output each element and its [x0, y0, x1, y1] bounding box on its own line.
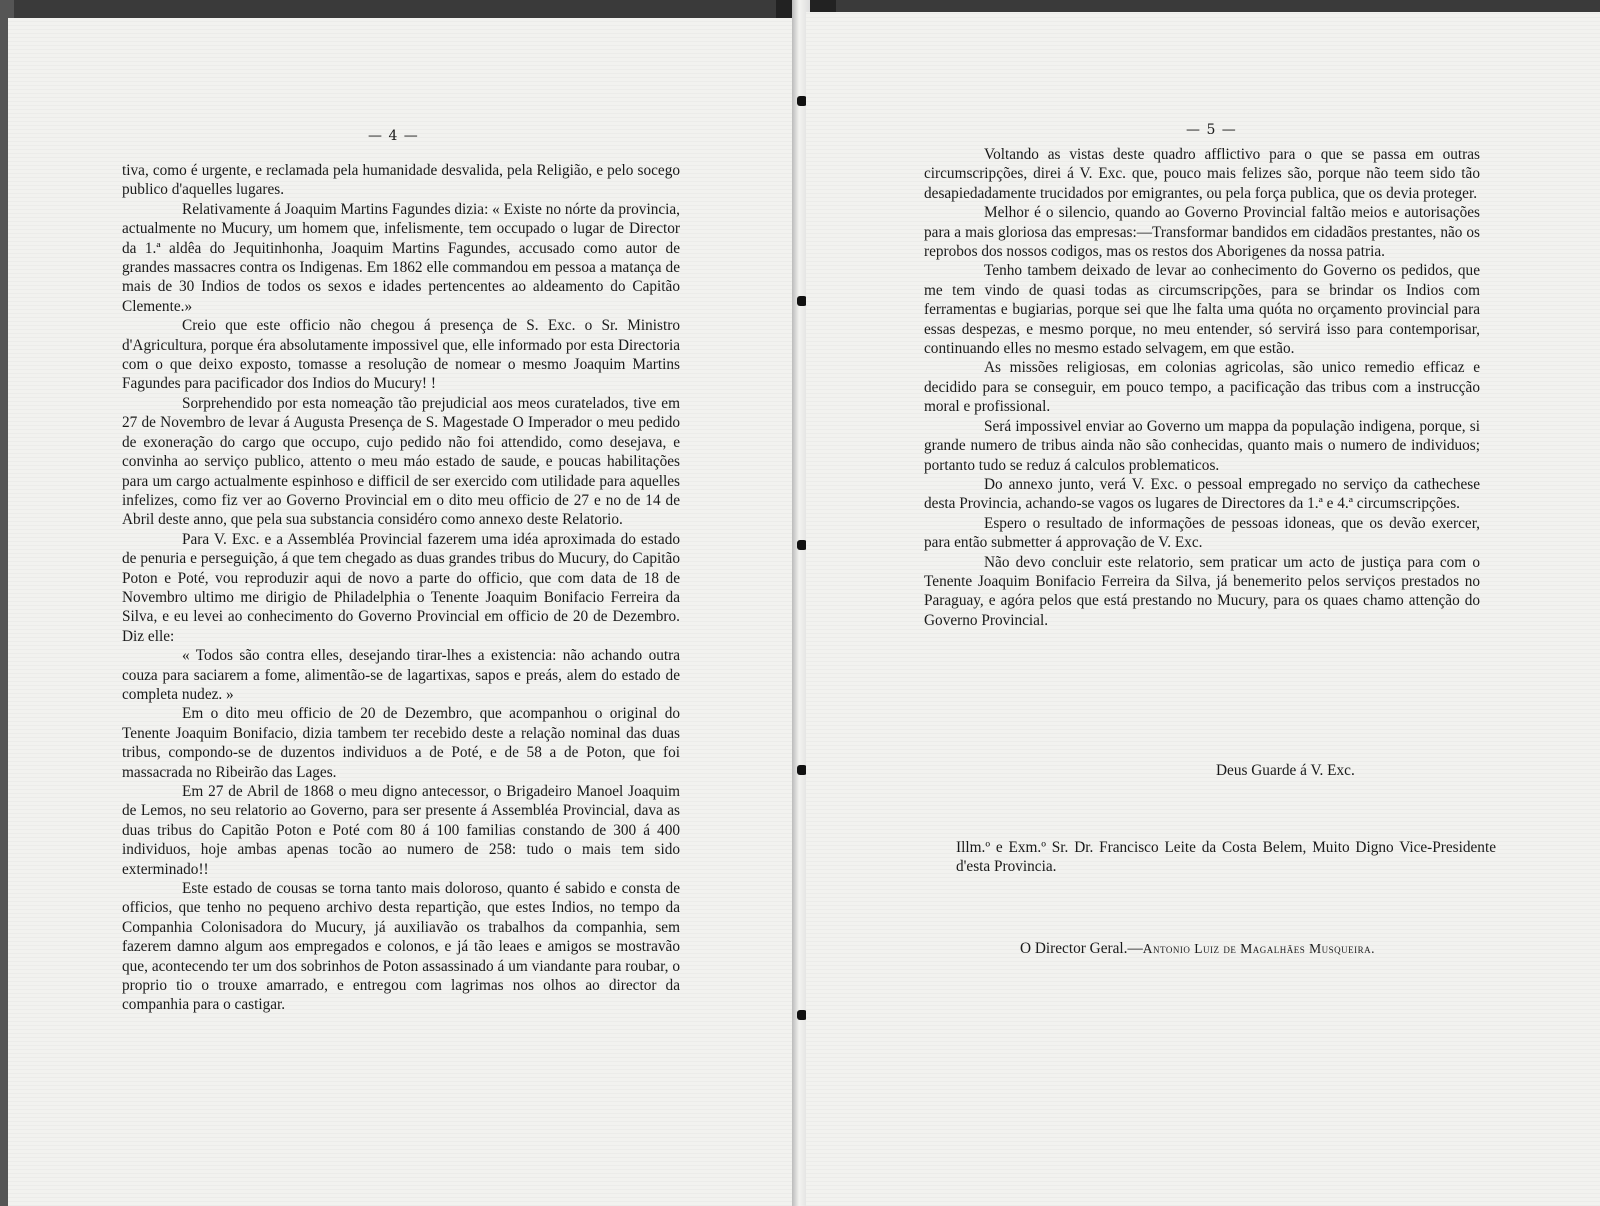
right-page-body [924, 145, 1480, 630]
paragraph: Tenho tambem deixado de levar ao conhecimento do Governo os pedidos, que me tem vindo de quasi todas as circumscripções, para se brindar os Indios com ferramentas e bugiarias, porque sei que lhe falta uma quóta no orçamento provincial para essas despezas, e mesmo porque, no meu entender, só servirá isso para contemporisar, continuando elles no mesmo estado selvagem, em que estão. [924, 262, 1480, 358]
left-page-body [122, 161, 680, 1015]
paragraph: Será impossivel enviar ao Governo um mappa da população indigena, porque, si grande numero de tribus ainda não são conhecidas, quanto mais o numero de individuos; portanto tudo se reduz á calculos problematicos. [924, 417, 1480, 474]
paragraph: Em 27 de Abril de 1868 o meu digno antecessor, o Brigadeiro Manoel Joaquim de Lemos, no seu relatorio ao Governo, para ser presente á Assembléa Provincial, dava as duas tribus do Capitão Poton e Poté com 80 á 100 familias constando de 300 á 400 individuos, hoje ambas apenas tocão ao numero de 258: tudo o mais tem sido exterminado!! [122, 783, 680, 878]
salutation: Deus Guarde á V. Exc. [1216, 762, 1355, 779]
paragraph: Este estado de cousas se torna tanto mais doloroso, quanto é sabido e consta de officios, que tenho no pequeno archivo desta repartição, que estes Indios, no tempo da Companhia Colonisadora do Mucury, já auxiliavão os trabalhos da companhia, sem fazerem damno algum aos empregados e colonos, e já tão leaes e amigos se mostravão que, acontecendo ter um dos sobrinhos de Poton assassinado á um viandante para roubar, o proprio tio o trouxe amarrado, e entregou com lagrimas nos olhos ao director da companhia para o castigar. [122, 880, 680, 1014]
signature-name: Antonio Luiz de Magalhães Musqueira. [1142, 941, 1375, 956]
paragraph: Sorprehendido por esta nomeação tão prejudicial aos meos curatelados, tive em 27 de Novembro de levar á Augusta Presença de S. Magestade O Imperador o meu pedido de exoneração do cargo que occupo, cujo pedido não foi attendido, como desejava, e convinha ao serviço publico, attento o meu máo estado de saude, e poucas habilitações para um cargo actualmente espinhoso e difficil de ser exercido com utilidade para aquelles infelizes, como fiz ver ao Governo Provincial em o dito meu officio de 27 e no de 14 de Abril deste anno, que pela sua substancia considéro como annexo deste Relatorio. [122, 394, 680, 529]
page-number: — 4 — [368, 128, 419, 144]
paragraph: « Todos são contra elles, desejando tirar-lhes a existencia: não achando outra couza para saciarem a fome, alimentão-se de lagartixas, sapos e preás, alem do estado de completa nudez. » [122, 647, 680, 703]
paragraph: Do annexo junto, verá V. Exc. o pessoal empregado no serviço da cathechese desta Provincia, achando-se vagos os lugares de Directores da 1.ª e 4.ª circumscripções. [924, 475, 1480, 513]
paragraph: Não devo concluir este relatorio, sem praticar um acto de justiça para com o Tenente Joaquim Bonifacio Ferreira da Silva, já benemerito pelos serviços prestados no Paraguay, e agóra pelos que está prestando no Mucury, para os quaes chamo attenção do Governo Provincial. [924, 553, 1480, 629]
paragraph: tiva, como é urgente, e reclamada pela humanidade desvalida, pela Religião, e pelo socego publico d'aquelles lugares. [122, 162, 680, 199]
paragraph: Melhor é o silencio, quando ao Governo Provincial faltão meios e autorisações para a mais gloriosa das empresas:—Transformar bandidos em cidadãos prestantes, não os reprobos dos nossos codigos, mas os restos dos Aborigenes da nossa patria. [924, 204, 1480, 261]
paragraph: Espero o resultado de informações de pessoas idoneas, que os devão exercer, para então submetter á approvação de V. Exc. [924, 514, 1480, 552]
paragraph: Para V. Exc. e a Assembléa Provincial fazerem uma idéa aproximada do estado de penuria e perseguição, á que tem chegado as duas grandes tribus do Mucury, do Capitão Poton e Poté, vou reproduzir aqui de novo a parte do officio, que com data de 18 de Novembro ultimo me dirigio de Philadelphia o Tenente Joaquim Bonifacio Ferreira da Silva, e eu levei ao conhecimento do Governo Provincial em officio de 20 de Dezembro. Diz elle: [122, 530, 680, 645]
paragraph: Em o dito meu officio de 20 de Dezembro, que acompanhou o original do Tenente Joaquim Bonifacio, dizia tambem ter recebido deste a relação nominal das duas tribus, compondo-se de duzentos individuos a de Poté, e de 58 a de Poton, que foi massacrada no Ribeirão das Lages. [122, 705, 680, 781]
paragraph: Relativamente á Joaquim Martins Fagundes dizia: « Existe no nórte da provincia, actualmente no Mucury, um homem que, infelismente, tem occupado o lugar de Director da 1.ª aldêa do Jequitinhonha, Joaquim Martins Fagundes, accusado como autor de grandes massacres contra os Indigenas. Em 1862 elle commandou em pessoa a matança de mais de 30 Indios de todos os sexos e idades pertencentes ao aldeamento do Capitão Clemente.» [122, 200, 680, 315]
addressee: Illm.º e Exm.º Sr. Dr. Francisco Leite da Costa Belem, Muito Digno Vice-Presidente d'esta Provincia. [956, 839, 1496, 876]
page-number: — 5 — [1186, 122, 1237, 138]
left-page [8, 18, 796, 1206]
right-page [806, 12, 1600, 1206]
paragraph: Creio que este officio não chegou á presença de S. Exc. o Sr. Ministro d'Agricultura, porque éra absolutamente impossivel que, elle informado por esta Directoria com o que deixo exposto, tomasse a resolução de nomear o mesmo Joaquim Martins Fagundes para pacificador dos Indios do Mucury! ! [122, 317, 680, 393]
paragraph: As missões religiosas, em colonias agricolas, são unico remedio efficaz e decidido para se conseguir, em pouco tempo, a pacificação das tribus com a instrucção moral e profissional. [924, 359, 1480, 416]
signature [1020, 940, 1375, 958]
signature-title: O Director Geral.— [1020, 940, 1143, 957]
paragraph: Voltando as vistas deste quadro afflictivo para o que se passa em outras circumscripções, direi á V. Exc. que, pouco mais felizes são, porque não teem sido tão desapiedadamente trucidados por emigrantes, ou pela força publica, que os devia proteger. [924, 146, 1480, 202]
